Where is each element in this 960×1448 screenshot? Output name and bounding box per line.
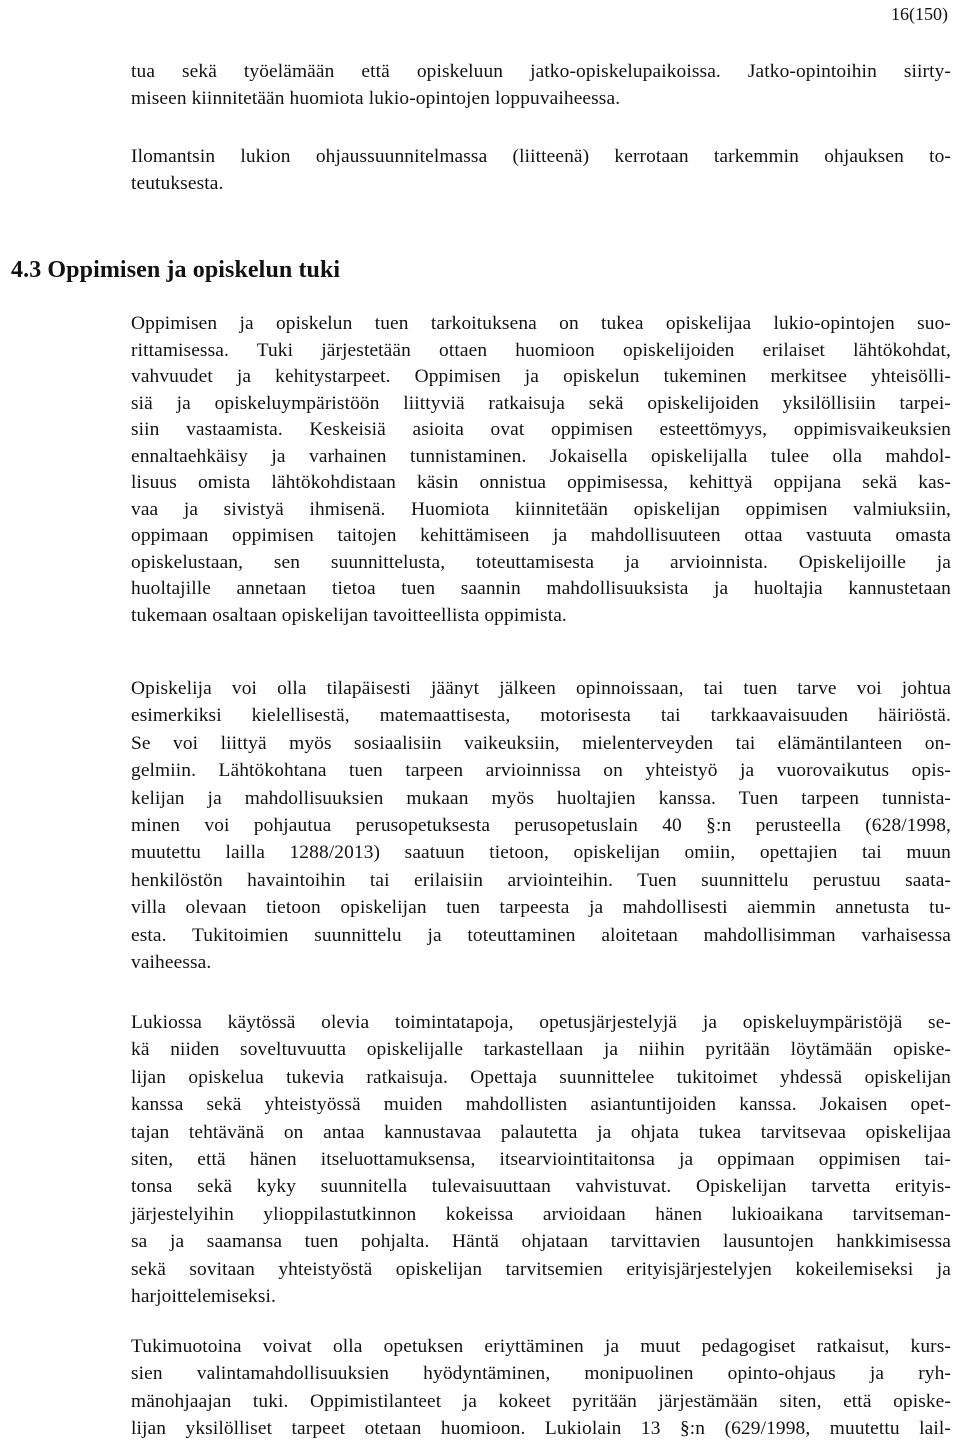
text-line: vaa ja sivistyä ihmisenä. Huomiota kiinnitetään opiskelijan oppimisen valmiuksiin, (131, 498, 951, 520)
text-line: sekä sovitaan yhteistyöstä opiskelijan tarvitsemien erityisjärjestelyjen kokeilemiseksi ja (131, 1258, 951, 1280)
text-line: ennaltaehkäisy ja varhainen tunnistaminen. Jokaisella opiskelijalla tulee olla mahdol- (131, 445, 951, 467)
text-line: tukemaan osaltaan opiskelijan tavoitteellista oppimista. (131, 604, 567, 626)
text-line: lijan yksilölliset tarpeet otetaan huomioon. Lukiolain 13 §:n (629/1998, muutettu lail- (131, 1418, 951, 1440)
text-line: henkilöstön havaintoihin tai erilaisiin arviointeihin. Tuen suunnittelu perustuu saata- (131, 869, 951, 891)
text-line: kä niiden soveltuvuutta opiskelijalle tarkastellaan ja niihin pyritään löytämään opiske- (131, 1039, 951, 1061)
paragraph-5 (131, 1009, 951, 1310)
text-line: kelijan ja mahdollisuuksien mukaan myös huoltajien kanssa. Tuen tarpeen tunnista- (131, 787, 951, 809)
text-line: miseen kiinnitetään huomiota lukio-opintojen loppuvaiheessa. (131, 88, 621, 109)
text-line: esimerkiksi kielellisestä, matemaattisesta, motorisesta tai tarkkaavaisuuden häiriöstä. (131, 705, 951, 727)
text-line: tajan tehtävänä on antaa kannustavaa palautetta ja ohjata tukea tarvitsevaa opiskelijaa (131, 1121, 951, 1143)
text-line: Oppimisen ja opiskelun tuen tarkoituksena on tukea opiskelijaa lukio-opintojen suo- (131, 313, 951, 334)
text-line: siten, että hänen itseluottamuksensa, itsearviointitaitonsa ja oppimaan oppimisen tai- (131, 1149, 951, 1171)
text-line: lijan opiskelua tukevia ratkaisuja. Opettaja suunnittelee tukitoimet yhdessä opiskelijan (131, 1066, 951, 1088)
text-line: kanssa sekä yhteistyössä muiden mahdollisten asiantuntijoiden kanssa. Jokaisen opet- (131, 1094, 951, 1116)
text-line: muutettu lailla 1288/2013) saatuun tietoon, opiskelijan omiin, opettajien tai muun (131, 842, 951, 864)
text-line: huoltajille annetaan tietoa tuen saannin mahdollisuuksista ja huoltajia kannustetaan (131, 578, 951, 599)
text-line: harjoittelemiseksi. (131, 1286, 276, 1308)
text-line: opiskelustaan, sen suunnittelusta, toteuttamisesta ja arvioinnista. Opiskelijoille ja (131, 551, 951, 573)
section-heading: 4.3 Oppimisen ja opiskelun tuki (11, 257, 341, 283)
text-line: mänohjaajan tuki. Oppimistilanteet ja kokeet pyritään järjestämään siten, että opiske- (131, 1390, 951, 1412)
text-line: rittamisessa. Tuki järjestetään ottaen huomioon opiskelijoiden erilaiset lähtökohdat, (131, 339, 951, 361)
text-line: sien valintamahdollisuuksien hyödyntäminen, monipuolinen opinto-ohjaus ja ryh- (131, 1363, 951, 1385)
text-line: esta. Tukitoimien suunnittelu ja toteuttaminen aloitetaan mahdollisimman varhaisessa (131, 924, 951, 946)
text-line: Opiskelija voi olla tilapäisesti jäänyt jälkeen opinnoissaan, tai tuen tarve voi johtua (131, 678, 951, 699)
text-line: siä ja opiskeluympäristöön liittyviä ratkaisuja sekä opiskelijoiden yksilöllisiin tarpei- (131, 392, 951, 414)
text-line: Ilomantsin lukion ohjaussuunnitelmassa (liitteenä) kerrotaan tarkemmin ohjauksen to- (131, 146, 951, 167)
text-line: Se voi liittyä myös sosiaalisiin vaikeuksiin, mielenterveyden tai elämäntilanteen on- (131, 732, 951, 754)
paragraph-3 (131, 311, 951, 629)
paragraph-1 (131, 58, 951, 112)
text-line: vaiheessa. (131, 952, 212, 974)
text-line: tua sekä työelämään että opiskeluun jatko-opiskelupaikoissa. Jatko-opintoihin siirty- (131, 61, 951, 82)
text-line: järjestelyihin ylioppilastutkinnon kokeissa arvioidaan hänen lukioaikana tarvitseman- (131, 1203, 951, 1225)
text-line: sa ja saamansa tuen pohjalta. Häntä ohjataan tarvittavien lausuntojen hankkimisessa (131, 1231, 951, 1253)
text-line: siin vastaamista. Keskeisiä asioita ovat oppimisen esteettömyys, oppimisvaikeuksien (131, 419, 951, 440)
text-line: Lukiossa käytössä olevia toimintatapoja, opetusjärjestelyjä ja opiskeluympäristöjä se- (131, 1012, 951, 1033)
paragraph-4 (131, 675, 951, 976)
text-line: teutuksesta. (131, 173, 224, 194)
paragraph-6 (131, 1333, 951, 1443)
page-number: 16(150) (891, 4, 948, 24)
text-line: oppimaan oppimisen taitojen kehittämiseen ja mahdollisuuteen ottaa vastuuta omasta (131, 525, 951, 546)
text-line: lisuus omista lähtökohdistaan käsin onnistua oppimisessa, kehittyä oppijana sekä kas- (131, 472, 951, 493)
text-line: villa olevaan tietoon opiskelijan tuen tarpeesta ja mahdollisesti aiemmin annetusta tu- (131, 897, 951, 919)
paragraph-2 (131, 143, 951, 197)
text-line: Tukimuotoina voivat olla opetuksen eriyttäminen ja muut pedagogiset ratkaisut, kurs- (131, 1336, 951, 1357)
text-line: minen voi pohjautua perusopetuksesta perusopetuslain 40 §:n perusteella (628/1998, (131, 815, 951, 837)
text-line: vahvuudet ja kehitystarpeet. Oppimisen ja opiskelun tukeminen merkitsee yhteisölli- (131, 366, 951, 387)
text-line: tonsa sekä kyky suunnitella tulevaisuuttaan vahvistuvat. Opiskelijan tarvetta erityis- (131, 1176, 951, 1198)
text-line: gelmiin. Lähtökohtana tuen tarpeen arvioinnissa on yhteistyö ja vuorovaikutus opis- (131, 760, 951, 782)
